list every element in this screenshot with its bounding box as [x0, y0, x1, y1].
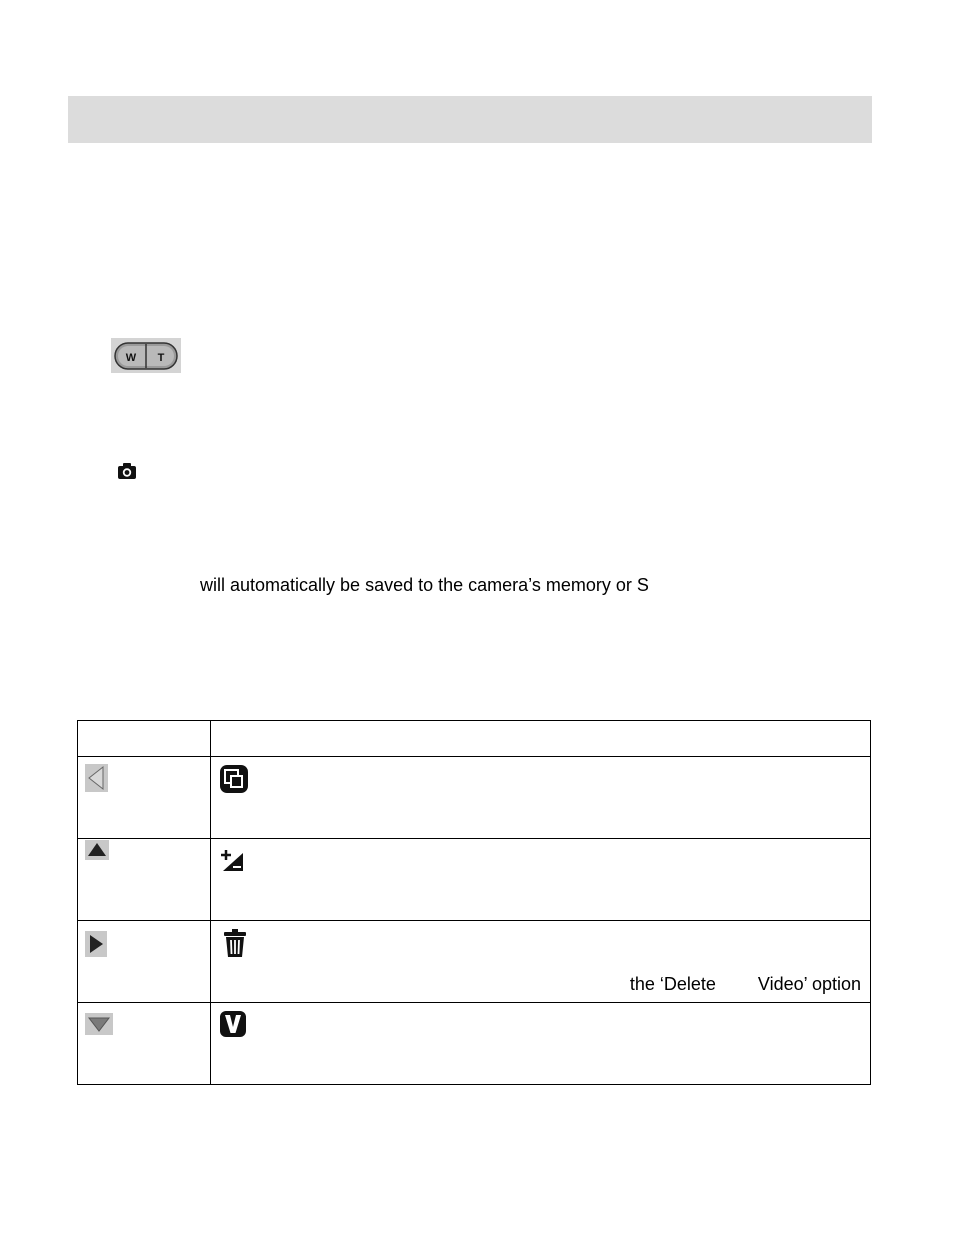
- continuous-shot-icon: [219, 764, 249, 799]
- table-row: [78, 1003, 871, 1085]
- up-arrow-icon: [85, 840, 109, 865]
- section-header-bar: [68, 96, 872, 143]
- delete-option-text: [630, 973, 861, 995]
- table-header-function: [211, 721, 871, 757]
- right-arrow-icon: [85, 931, 107, 962]
- exposure-compensation-icon: [219, 849, 245, 878]
- video-mode-icon: [219, 1010, 247, 1043]
- delete-option-text-a: the ‘Delete: [629, 974, 716, 994]
- table-header-row: [78, 721, 871, 757]
- camera-icon: [117, 462, 137, 485]
- table-row: [78, 839, 871, 921]
- zoom-button: [111, 338, 181, 373]
- trash-icon: [223, 928, 247, 963]
- left-arrow-icon: [85, 764, 108, 797]
- table-header-key: [78, 721, 211, 757]
- down-arrow-icon: [85, 1013, 113, 1040]
- table-row: [78, 921, 871, 1003]
- zoom-tele-label: T: [157, 352, 165, 364]
- saved-text: will automatically be saved to the camera’s memory or S: [200, 575, 649, 595]
- controls-table: [77, 720, 871, 1085]
- table-row: [78, 757, 871, 839]
- zoom-wide-label: W: [125, 352, 137, 364]
- delete-option-text-b: Video’ option: [757, 974, 861, 994]
